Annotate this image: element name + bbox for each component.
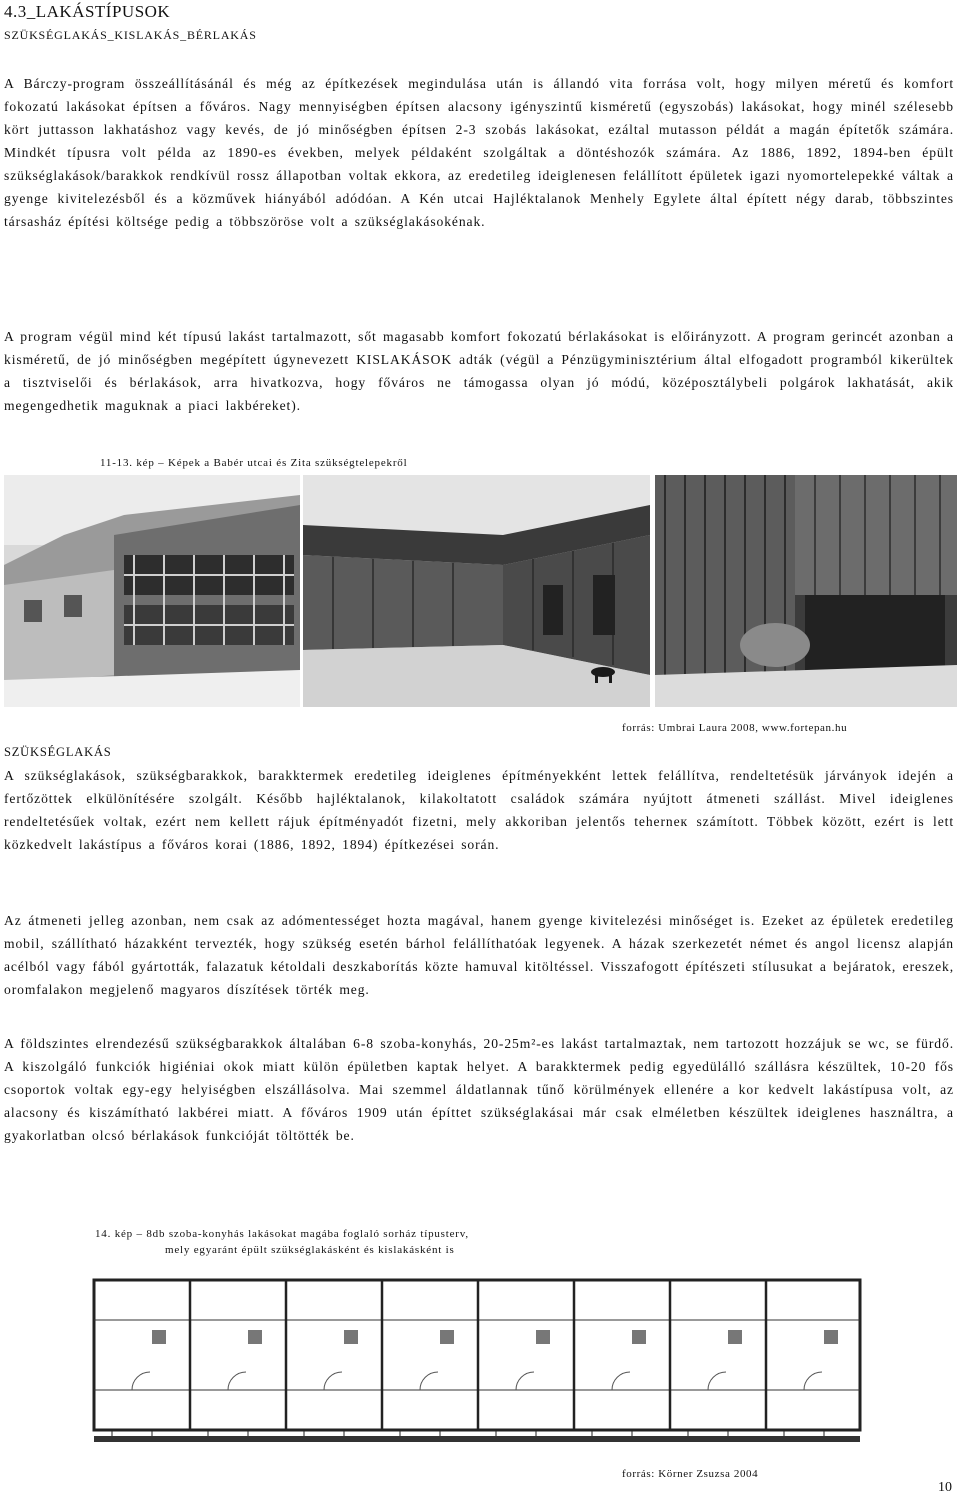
figure-2-source: forrás: Körner Zsuzsa 2004 <box>622 1468 759 1480</box>
photo-wooden-barracks <box>303 475 650 707</box>
figure-1-source: forrás: Umbrai Laura 2008, www.fortepan.hu <box>622 722 848 734</box>
section-heading: SZÜKSÉGLAKÁS <box>4 745 112 759</box>
section-paragraph-3: A földszintes elrendezésű szükségbarakkok általában 6-8 szoba-konyhás, 20-25m²-es lakást tartalmaztak, nem tartozott hozzájuk se wc, se fürdő. A kiszolgáló funkciók higiéniai okok miatt külön épületben kaptak helyet. A barakktermek pedig egyedülálló szállásra készültek, 10-20 fős csoportok voltak egy-egy helyiségben elszállásolva. Mai szemmel áldatlannak tűnő körülmények ellenére a kor kedvelt lakástípusa volt, az alacsony és kiszámítható lakbérei miatt. A főváros 1909 után építtet szükséglakásai már csak elméletben készültek ideiglenes használtra, a gyakorlatban olcsó bérlakások funkcióját töltötték be. <box>4 1036 954 1143</box>
page-number: 10 <box>938 1480 952 1495</box>
intro-paragraph-1: A Bárczy-program összeállításánál és még az építkezések megindulása után is állandó vita forrása volt, hogy milyen méretű és komfort fokozatú lakásokat építsen a főváros. Nagy mennyiségben építsen alacsony igényszintű kisméretű (egyszobás) lakásokat, hogy minél szélesebb kört juttasson lakhatáshoz vagy kevés, de jó minőségben építsen 2-3 szobás lakásokat, ezáltal mutasson példát a magán építetők számára. Mindkét típusra volt példa az 1890-es években, melyek példaként szolgáltak a döntéshozók számára. Az 1886, 1892, 1894-ben épült szükséglakások/barakkok rendkívül rossz állapotban voltak ekkora, az eredetileg ideiglenesen felállított épületek igazi nyomortelepekké váltak a gyenge kivitelezésből és a közművek hiányából adódóan. A Kén utcai Hajléktalanok Menhely Egylete által épített négy darab, többszintes társasház építési költsége pedig a többszöröse volt a szükséglakásokénak. <box>4 76 954 229</box>
floor-plan-drawing <box>92 1260 864 1450</box>
photo-wooden-shack-graphic <box>655 475 957 707</box>
intro-paragraph-2: A program végül mind két típusú lakást tartalmazott, sőt magasabb komfort fokozatú bérlakásokat is előirányzott. A program gerincét azonban a kisméretű, de jó minőségben megépített úgynevezett KISLAKÁSOK adták (végül a Pénzügyminisztérium által elfogadott programból kikerültek a tisztviselői és bérlakások, arra hivatkozva, hogy főváros ne támogassa olyan jó módú, középosztálybeli polgárok lakhatását, akik megengedhetik maguknak a piaci lakbéreket). <box>4 329 954 413</box>
photo-tenement-balconies-graphic <box>4 475 300 707</box>
figure-2-caption-line-1: 14. kép – 8db szoba-konyhás lakásokat magába foglaló sorház típusterv, <box>95 1228 469 1240</box>
figure-1-caption: 11-13. kép – Képek a Babér utcai és Zita szükségtelepekről <box>100 457 408 469</box>
section-paragraph-2: Az átmeneti jelleg azonban, nem csak az adómentességet hozta magával, hanem gyenge kivitelezési minőséget is. Ezeket az épületek eredetileg mobil, szállítható házakként tervezték, hogy szükség esetén bárhol felállíthatóak legyenek. A házak szerkezetét német és angol licensz alapján acélból vagy fából gyártották, falazatuk kétoldali deszkaborítás közte hamuval kitöltéssel. Visszafogott építészeti stílusukat a bejáratok, ereszek, oromfalakon megjelenő magyaros díszítések törték meg. <box>4 913 954 997</box>
chapter-subtitle: SZÜKSÉGLAKÁS_KISLAKÁS_BÉRLAKÁS <box>4 28 257 42</box>
figure-2-caption-line-2: mely egyaránt épült szükséglakásként és kislakásként is <box>165 1244 455 1256</box>
photo-wooden-shack <box>655 475 957 707</box>
chapter-title: 4.3_LAKÁSTÍPUSOK <box>4 2 171 21</box>
section-paragraph-1: A szükséglakások, szükségbarakkok, barakktermek eredetileg ideiglenes építményekként lettek felállítva, rendeltetésük járványok idején a fertőzöttek elkülönítésére szolgált. Később hajléktalanok, kilakoltatott családok számára nyújtott átmeneti szállást. Mivel ideiglenes rendeltetésűek voltak, ezért nem kellett rájuk építményadót fizetni, mely akkoriban jelentős teherneк számított. Többek között, ezért is lett közkedvelt lakástípus a főváros korai (1886, 1892, 1894) építkezései során. <box>4 768 954 852</box>
photo-tenement-balconies <box>4 475 300 707</box>
photo-wooden-barracks-graphic <box>303 475 650 707</box>
